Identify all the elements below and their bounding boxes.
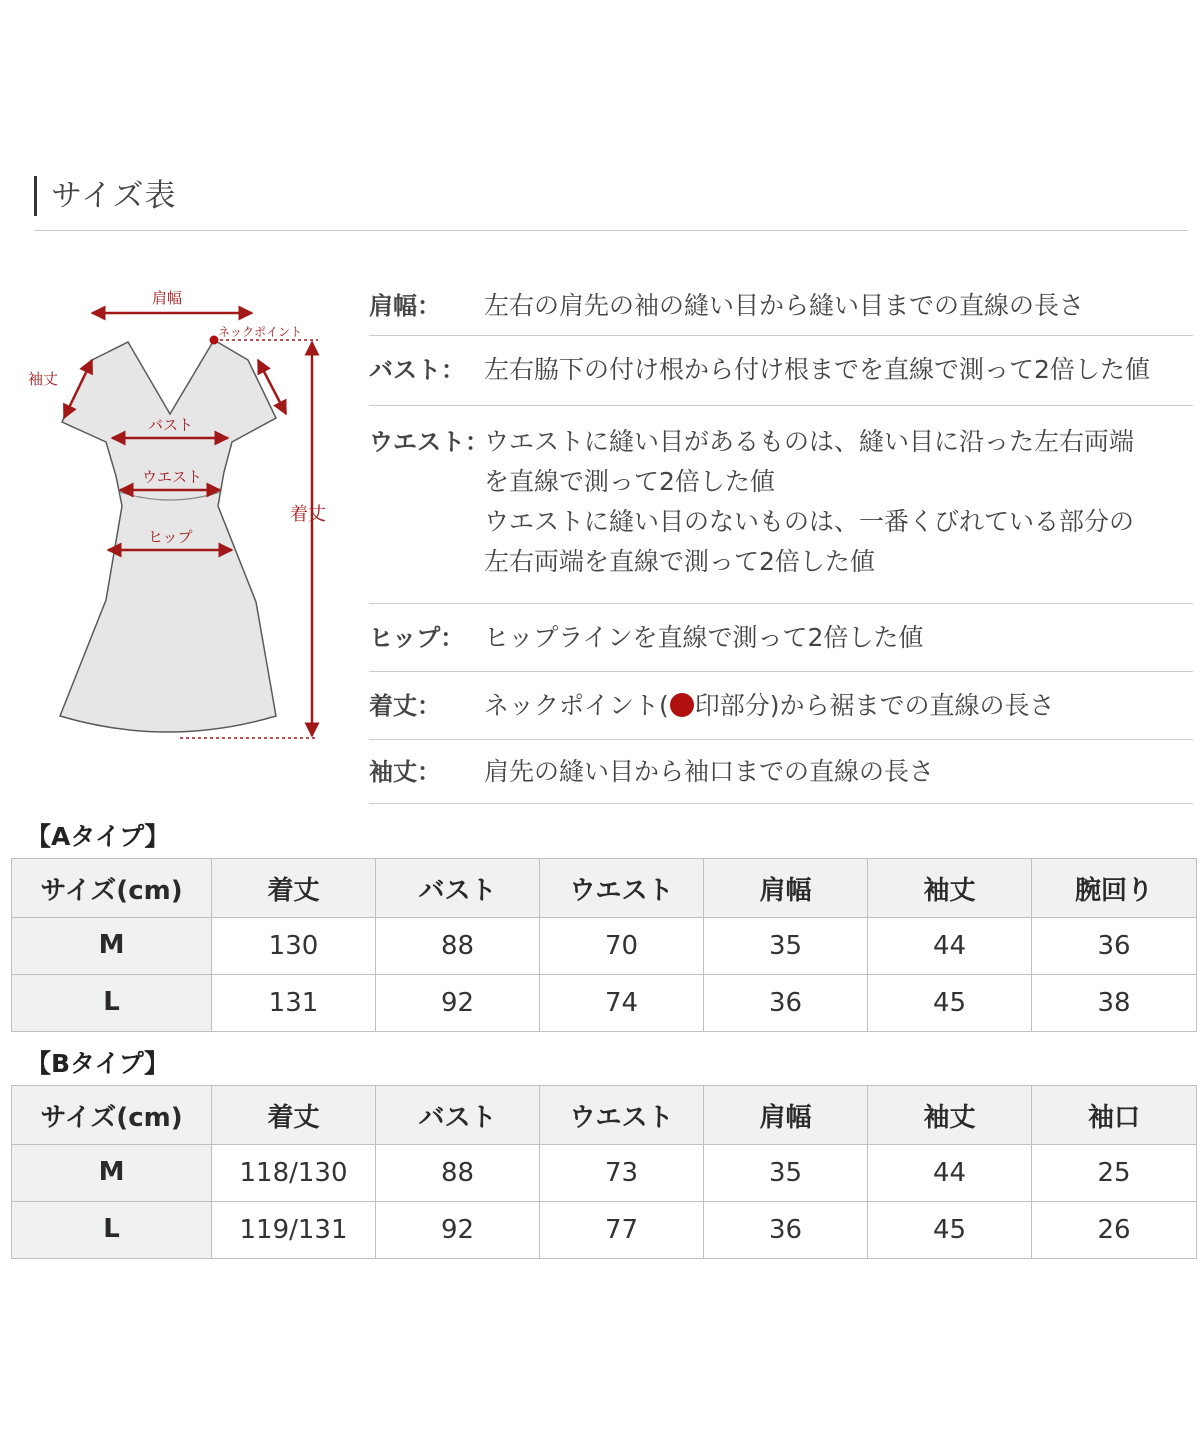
table-cell: 92 xyxy=(376,1202,540,1259)
table-cell: 119/131 xyxy=(212,1202,376,1259)
table-cell: 45 xyxy=(868,975,1032,1032)
size-table-b xyxy=(11,1085,1197,1259)
table-row xyxy=(12,975,1197,1032)
garment-diagram xyxy=(20,280,340,750)
bust-label: バスト xyxy=(148,416,194,434)
table-cell: 88 xyxy=(376,1145,540,1202)
definition-row-waist xyxy=(369,406,1193,604)
definition-line: を直線で測って2倍した値 xyxy=(484,467,775,496)
hip-label: ヒップ xyxy=(148,528,193,546)
table-b-label: 【Bタイプ】 xyxy=(26,1049,170,1078)
table-cell: 77 xyxy=(540,1202,704,1259)
header-cell: 着丈 xyxy=(212,1086,376,1145)
definition-term: 袖丈： xyxy=(369,758,441,786)
header-cell: バスト xyxy=(376,1086,540,1145)
size-cell: M xyxy=(12,918,212,975)
table-cell: 74 xyxy=(540,975,704,1032)
header-cell: サイズ(cm) xyxy=(12,1086,212,1145)
definition-line: 左右両端を直線で測って2倍した値 xyxy=(484,547,875,576)
table-cell: 118/130 xyxy=(212,1145,376,1202)
definition-row-shoulder xyxy=(369,276,1193,336)
definition-text xyxy=(484,618,1193,658)
header-cell: サイズ(cm) xyxy=(12,859,212,918)
table-cell: 130 xyxy=(212,918,376,975)
page-title: サイズ表 xyxy=(34,176,177,216)
table-cell: 26 xyxy=(1032,1202,1197,1259)
length-label: 着丈 xyxy=(290,504,326,525)
table-cell: 36 xyxy=(704,1202,868,1259)
neckpoint-label: ネックポイント xyxy=(218,325,303,339)
table-cell: 25 xyxy=(1032,1145,1197,1202)
table-header-row xyxy=(12,1086,1197,1145)
definition-text xyxy=(484,350,1193,390)
table-row xyxy=(12,1202,1197,1259)
table-cell: 45 xyxy=(868,1202,1032,1259)
definition-row-hip xyxy=(369,604,1193,672)
table-cell: 36 xyxy=(704,975,868,1032)
definition-line: ウエストに縫い目があるものは、縫い目に沿った左右両端 xyxy=(484,427,1135,456)
header-cell: 袖丈 xyxy=(868,859,1032,918)
header-cell: 袖口 xyxy=(1032,1086,1197,1145)
definition-line: 左右の肩先の袖の縫い目から縫い目までの直線の長さ xyxy=(484,291,1085,320)
waist-label: ウエスト xyxy=(142,468,203,486)
table-cell: 70 xyxy=(540,918,704,975)
header-cell: 肩幅 xyxy=(704,1086,868,1145)
definition-text xyxy=(484,422,1193,582)
header-cell: ウエスト xyxy=(540,1086,704,1145)
table-cell: 38 xyxy=(1032,975,1197,1032)
table-header-row xyxy=(12,859,1197,918)
header-cell: 着丈 xyxy=(212,859,376,918)
table-cell: 36 xyxy=(1032,918,1197,975)
table-a-label: 【Aタイプ】 xyxy=(26,822,170,851)
measurement-definitions xyxy=(369,276,1193,804)
title-divider xyxy=(34,230,1188,231)
definition-row-sleeve xyxy=(369,740,1193,804)
table-cell: 88 xyxy=(376,918,540,975)
shoulder-label: 肩幅 xyxy=(152,289,183,307)
definition-text xyxy=(484,686,1193,726)
definition-text xyxy=(484,752,1193,792)
definition-line: 左右脇下の付け根から付け根までを直線で測って2倍した値 xyxy=(484,355,1150,384)
definition-line xyxy=(484,686,1193,726)
definition-line: ウエストに縫い目のないものは、一番くびれている部分の xyxy=(484,507,1135,536)
definition-row-length xyxy=(369,672,1193,740)
size-cell: L xyxy=(12,1202,212,1259)
definition-line: 肩先の縫い目から袖口までの直線の長さ xyxy=(484,757,935,786)
table-cell: 44 xyxy=(868,1145,1032,1202)
table-row xyxy=(12,918,1197,975)
size-table-a xyxy=(11,858,1197,1032)
definition-text xyxy=(484,286,1193,326)
size-cell: L xyxy=(12,975,212,1032)
table-cell: 73 xyxy=(540,1145,704,1202)
definition-term: ヒップ： xyxy=(369,624,465,652)
header-cell: 肩幅 xyxy=(704,859,868,918)
neckpoint-mark-icon xyxy=(670,693,694,717)
table-cell: 35 xyxy=(704,918,868,975)
definition-term: 着丈： xyxy=(369,692,441,720)
table-cell: 35 xyxy=(704,1145,868,1202)
definition-term: ウエスト： xyxy=(369,428,489,456)
definition-line: ヒップラインを直線で測って2倍した値 xyxy=(484,623,924,652)
table-cell: 44 xyxy=(868,918,1032,975)
size-cell: M xyxy=(12,1145,212,1202)
header-cell: 袖丈 xyxy=(868,1086,1032,1145)
sleeve-label: 袖丈 xyxy=(28,370,59,388)
definition-row-bust xyxy=(369,336,1193,406)
table-cell: 92 xyxy=(376,975,540,1032)
table-row xyxy=(12,1145,1197,1202)
definition-line-pre: ネックポイント( xyxy=(484,691,669,720)
header-cell: バスト xyxy=(376,859,540,918)
header-cell: ウエスト xyxy=(540,859,704,918)
definition-term: バスト： xyxy=(369,356,465,384)
header-cell: 腕回り xyxy=(1032,859,1197,918)
definition-line-post: 印部分)から裾までの直線の長さ xyxy=(694,691,1055,720)
definition-term: 肩幅： xyxy=(369,292,441,320)
table-cell: 131 xyxy=(212,975,376,1032)
